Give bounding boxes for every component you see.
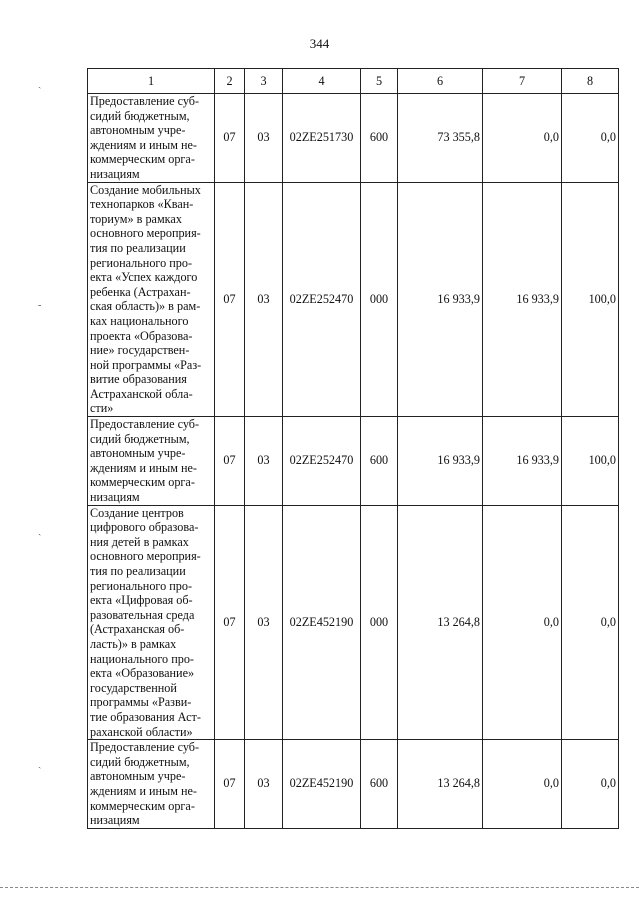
percent-cell: 0,0 [562,94,619,183]
name-cell [88,740,215,829]
name-line: разовательная среда [90,607,195,622]
name-line: (Астраханская об- [90,622,185,637]
percent-cell: 0,0 [562,505,619,740]
subsection-cell: 03 [245,182,283,417]
executed-cell: 16 933,9 [483,417,562,506]
table-row [88,182,619,417]
expense-type-cell: 600 [361,94,398,183]
name-line: основного мероприя- [90,226,201,241]
name-line: ждениям и иным не- [90,460,197,475]
name-line: Предоставление суб- [90,417,200,432]
header-cell-1: 1 [88,69,215,94]
name-line: ториум» в рамках [90,211,182,226]
table-row [88,505,619,740]
target-article-cell: 02ZE252470 [283,182,361,417]
header-cell-4: 4 [283,69,361,94]
name-line: проекта «Образова- [90,328,193,343]
name-line: ние» государствен- [90,343,190,358]
amount-cell: 13 264,8 [398,505,483,740]
name-line: технопарков «Кван- [90,197,194,212]
name-line: Астраханской обла- [90,386,193,401]
subsection-cell: 03 [245,740,283,829]
header-cell-3: 3 [245,69,283,94]
amount-cell: 16 933,9 [398,182,483,417]
name-line: тия по реализации [90,240,186,255]
name-line: низациям [90,166,140,181]
name-line: коммерческим орга- [90,798,195,813]
expense-type-cell: 000 [361,505,398,740]
name-line: сидий бюджетным, [90,754,190,769]
executed-cell: 0,0 [483,740,562,829]
header-row [88,69,619,94]
executed-cell: 16 933,9 [483,182,562,417]
subsection-cell: 03 [245,94,283,183]
name-line: Предоставление суб- [90,740,200,755]
name-line: автономным учре- [90,446,186,461]
header-cell-6: 6 [398,69,483,94]
name-line: тие образования Аст- [90,709,201,724]
section-cell: 07 [215,182,245,417]
subsection-cell: 03 [245,417,283,506]
name-line: регионального про- [90,255,193,270]
percent-cell: 100,0 [562,417,619,506]
name-line: государственной [90,680,177,695]
name-line: ния детей в рамках [90,534,189,549]
expense-type-cell: 600 [361,740,398,829]
table-row [88,94,619,183]
header-cell-5: 5 [361,69,398,94]
name-line: ласть)» в рамках [90,636,177,651]
percent-cell: 100,0 [562,182,619,417]
name-line: низациям [90,813,140,828]
table-row [88,740,619,829]
amount-cell: 13 264,8 [398,740,483,829]
page-number: 344 [309,36,330,51]
name-line: автономным учре- [90,123,186,138]
name-line: сти» [90,401,114,416]
name-line: ках национального [90,313,189,328]
target-article-cell: 02ZE251730 [283,94,361,183]
name-line: тия по реализации [90,564,186,578]
section-cell: 07 [215,417,245,506]
name-line: ребенка (Астрахан- [90,284,191,299]
name-line: регионального про- [90,578,193,593]
name-line: национального про- [90,651,194,666]
name-cell [88,94,215,183]
name-line: автономным учре- [90,769,186,784]
footer-rule [0,887,639,888]
budget-table [87,68,619,829]
section-cell: 07 [215,505,245,740]
name-line: основного мероприя- [90,549,201,564]
name-cell [88,505,215,740]
expense-type-cell: 600 [361,417,398,506]
subsection-cell: 03 [245,505,283,740]
name-line: Создание центров [90,505,184,520]
executed-cell: 0,0 [483,94,562,183]
table-body [88,69,619,829]
executed-cell: 0,0 [483,505,562,740]
name-line: екта «Цифровая об- [90,593,193,608]
name-line: ждениям и иным не- [90,783,197,798]
name-line: низациям [90,490,140,505]
name-line: витие образования [90,372,187,387]
section-cell: 07 [215,94,245,183]
name-line: ждениям и иным не- [90,137,197,152]
scan-mark: ˏ [38,78,42,89]
name-line: коммерческим орга- [90,152,195,167]
name-line: ной программы «Раз- [90,357,202,372]
scan-mark: ˏ [38,758,42,769]
amount-cell: 73 355,8 [398,94,483,183]
table-row [88,417,619,506]
name-cell [88,182,215,417]
name-line: цифрового образова- [90,520,199,535]
name-line: Предоставление суб- [90,94,200,108]
header-cell-8: 8 [562,69,619,94]
expense-type-cell: 000 [361,182,398,417]
name-line: Создание мобильных [90,182,201,197]
name-cell [88,417,215,506]
target-article-cell: 02ZE252470 [283,417,361,506]
name-line: раханской области» [90,724,193,739]
target-article-cell: 02ZE452190 [283,740,361,829]
name-line: екта «Образование» [90,666,195,681]
name-line: программы «Разви- [90,695,192,710]
target-article-cell: 02ZE452190 [283,505,361,740]
header-cell-7: 7 [483,69,562,94]
name-line: коммерческим орга- [90,475,195,490]
name-line: сидий бюджетным, [90,108,190,123]
name-line: ская область)» в рам- [90,299,201,314]
amount-cell: 16 933,9 [398,417,483,506]
scan-mark: ˏ [38,525,42,536]
header-cell-2: 2 [215,69,245,94]
name-line: сидий бюджетным, [90,431,190,446]
scan-mark: - [38,300,42,311]
percent-cell: 0,0 [562,740,619,829]
name-line: екта «Успех каждого [90,270,198,285]
section-cell: 07 [215,740,245,829]
